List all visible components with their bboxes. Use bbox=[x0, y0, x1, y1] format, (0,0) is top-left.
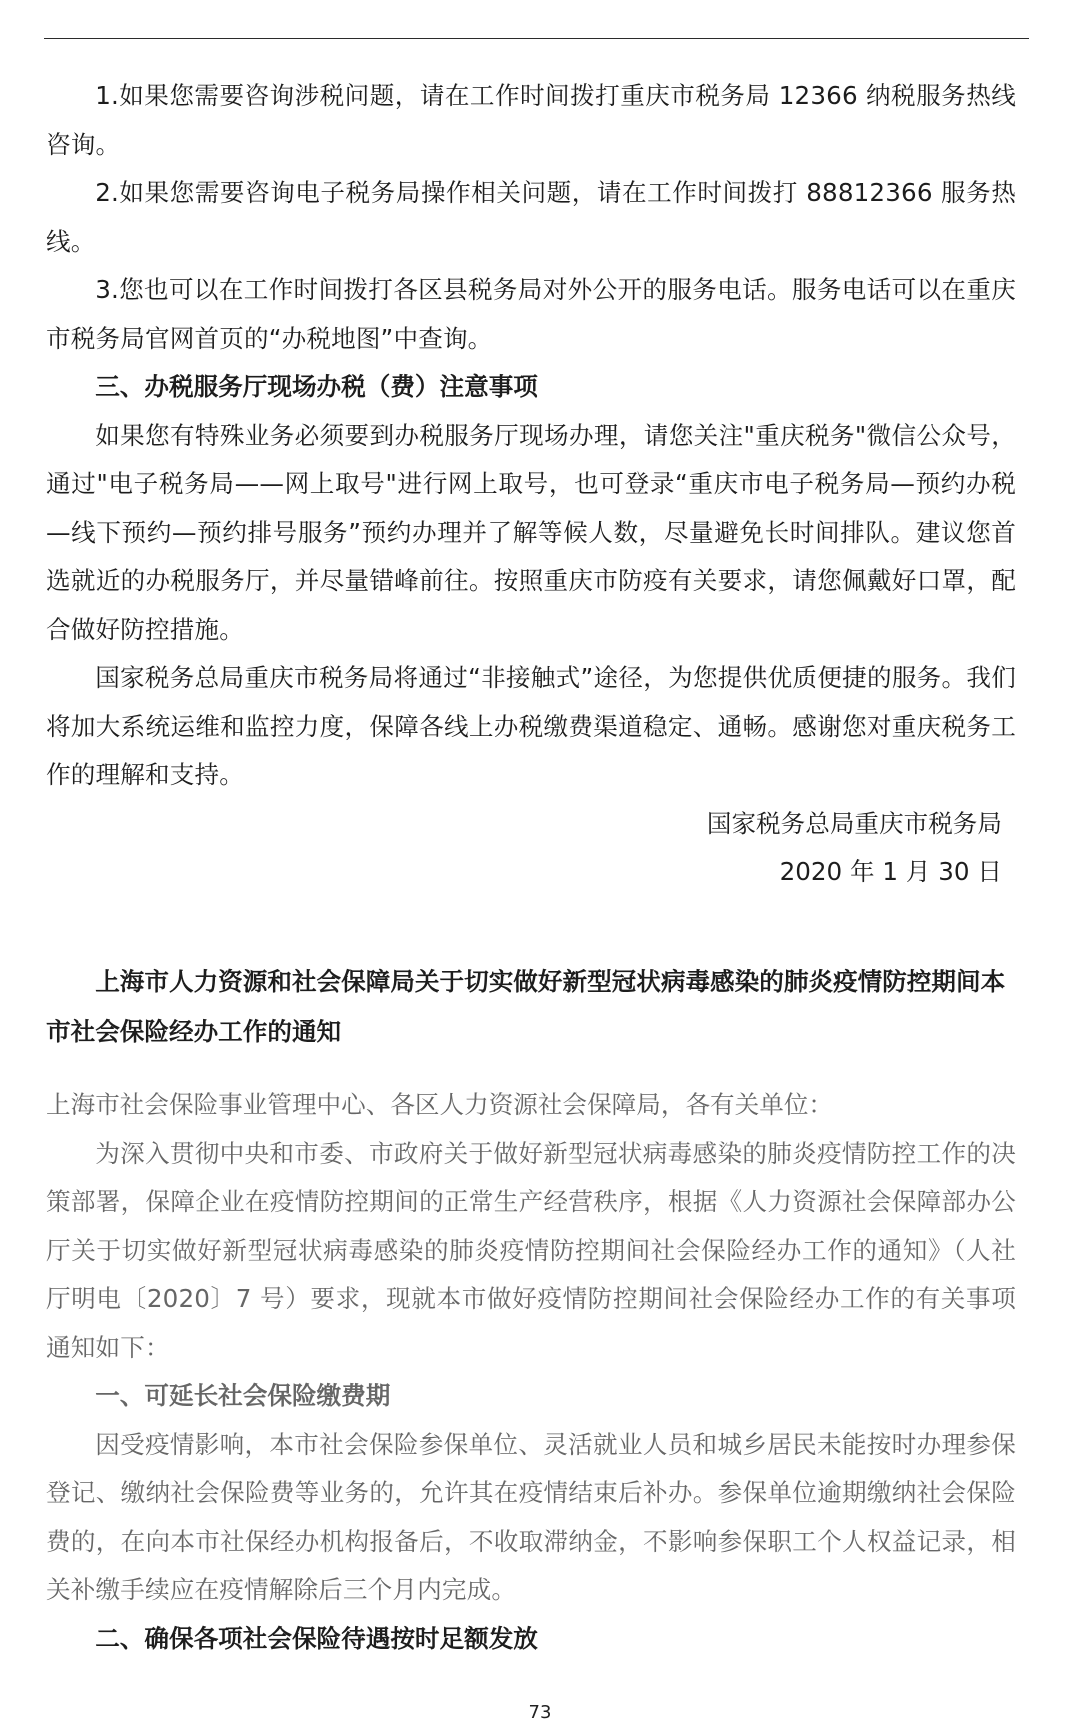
item-2: 2.如果您需要咨询电子税务局操作相关问题，请在工作时间拨打 88812366 服务热线。 bbox=[46, 178, 1016, 256]
notice-title: 上海市人力资源和社会保障局关于切实做好新型冠状病毒感染的肺炎疫情防控期间本市社会保险经办工作的通知 bbox=[46, 966, 1006, 1046]
notice-heading-2: 二、确保各项社会保险待遇按时足额发放 bbox=[95, 1623, 538, 1653]
section-heading-3: 三、办税服务厅现场办税（费）注意事项 bbox=[95, 372, 538, 401]
signature-date: 2020 年 1 月 30 日 bbox=[779, 857, 1002, 886]
page-number: 73 bbox=[528, 1702, 552, 1723]
notice-intro: 为深入贯彻中央和市委、市政府关于做好新型冠状病毒感染的肺炎疫情防控工作的决策部署，保障企业在疫情防控期间的正常生产经营秩序，根据《人力资源社会保障部办公厅关于切实做好新型冠状病毒感染的肺炎疫情防控期间社会保险经办工作的通知》（人社厅明电〔2020〕7 号）要求，现就本市做好疫情防控期间社会保险经办工作的有关事项通知如下： bbox=[46, 1138, 1016, 1362]
notice-paragraph-1: 因受疫情影响，本市社会保险参保单位、灵活就业人员和城乡居民未能按时办理参保登记、缴纳社会保险费等业务的，允许其在疫情结束后补办。参保单位逾期缴纳社会保险费的，在向本市社保经办机构报备后，不收取滞纳金，不影响参保职工个人权益记录，相关补缴手续应在疫情解除后三个月内完成。 bbox=[46, 1429, 1016, 1605]
signature: 国家税务总局重庆市税务局 bbox=[706, 808, 1002, 838]
item-3: 3.您也可以在工作时间拨打各区县税务局对外公开的服务电话。服务电话可以在重庆市税务局官网首页的“办税地图”中查询。 bbox=[46, 275, 1016, 353]
paragraph-onsite: 如果您有特殊业务必须要到办税服务厅现场办理，请您关注"重庆税务"微信公众号，通过"电子税务局——网上取号"进行网上取号，也可登录“重庆市电子税务局—预约办税—线下预约—预约排号服务”预约办理并了解等候人数，尽量避免长时间排队。建议您首选就近的办税服务厅，并尽量错峰前往。按照重庆市防疫有关要求，请您佩戴好口罩，配合做好防控措施。 bbox=[46, 420, 1016, 644]
item-1: 1.如果您需要咨询涉税问题，请在工作时间拨打重庆市税务局 12366 纳税服务热线咨询。 bbox=[46, 81, 1016, 159]
notice-heading-1: 一、可延长社会保险缴费期 bbox=[95, 1381, 391, 1411]
document-body bbox=[46, 72, 1016, 1663]
top-divider bbox=[44, 38, 1029, 39]
paragraph-contactless: 国家税务总局重庆市税务局将通过“非接触式”途径，为您提供优质便捷的服务。我们将加大系统运维和监控力度，保障各线上办税缴费渠道稳定、通畅。感谢您对重庆税务工作的理解和支持。 bbox=[46, 663, 1016, 789]
notice-addressee: 上海市社会保险事业管理中心、各区人力资源社会保障局，各有关单位： bbox=[46, 1090, 834, 1120]
